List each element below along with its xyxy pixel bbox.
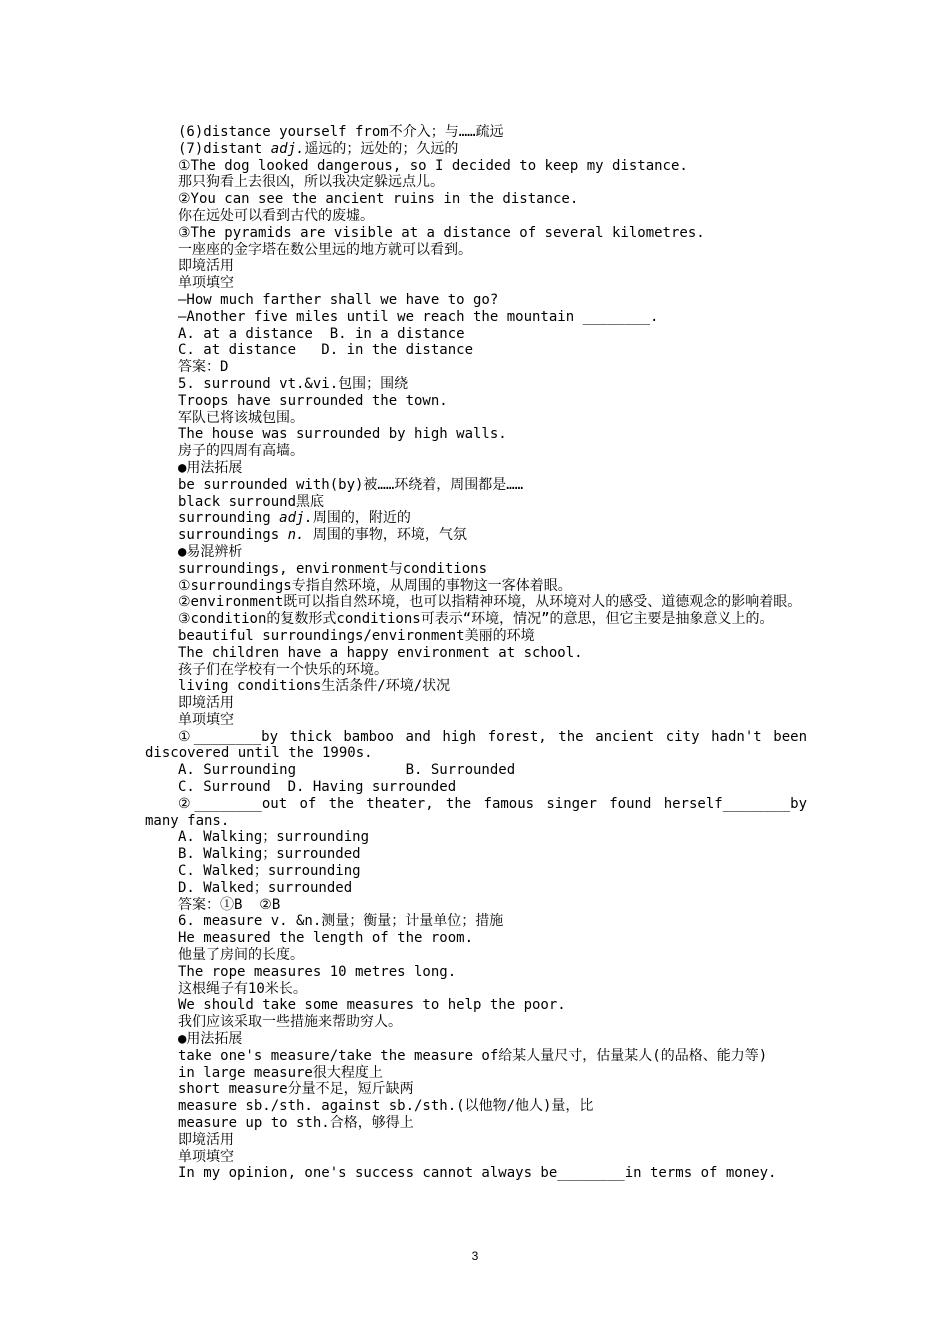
text-line: ①________by thick bamboo and high forest, the ancient city hadn't been discovered until the 1990s. xyxy=(145,728,816,762)
text-line: C. at distance D. in the distance xyxy=(178,342,474,359)
text-line: 我们应该采取一些措施来帮助穷人。 xyxy=(178,1014,402,1031)
text-line: be surrounded with(by)被……环绕着，周围都是…… xyxy=(178,476,524,493)
text-line: ●用法拓展 xyxy=(178,1031,243,1048)
text-line: 他量了房间的长度。 xyxy=(178,947,304,964)
part-of-speech: adj. xyxy=(270,140,305,157)
text-line: ●易混辨析 xyxy=(178,543,243,560)
text-line: 即境活用 xyxy=(178,258,234,275)
line-text: surroundings xyxy=(178,527,288,544)
text-line: 军队已将该城包围。 xyxy=(178,409,304,426)
text-line: ②You can see the ancient ruins in the distance. xyxy=(178,191,579,208)
part-of-speech: adj. xyxy=(279,510,313,527)
line-text: 周围的事物，环境，气氛 xyxy=(304,527,467,544)
text-line: 即境活用 xyxy=(178,1131,234,1148)
text-line: 单项填空 xyxy=(178,1148,234,1165)
text-line: ①The dog looked dangerous, so I decided to keep my distance. xyxy=(178,157,688,174)
text-line: surroundings, environment与conditions xyxy=(178,560,488,577)
text-line: 那只狗看上去很凶，所以我决定躲远点儿。 xyxy=(178,174,444,191)
text-line: A. at a distance B. in a distance xyxy=(178,325,465,342)
text-line: ③The pyramids are visible at a distance of several kilometres. xyxy=(178,224,705,241)
text-line: living conditions生活条件/环境/状况 xyxy=(178,678,451,695)
text-line: (6)distance yourself from不介入；与……疏远 xyxy=(178,124,504,140)
text-line: 单项填空 xyxy=(178,275,234,292)
text-line xyxy=(145,141,807,158)
text-line: black surround黑底 xyxy=(178,493,325,510)
line-text: surrounding xyxy=(178,510,280,527)
text-line: We should take some measures to help the poor. xyxy=(178,997,566,1014)
text-line: 这根绳子有10米长。 xyxy=(178,980,307,997)
text-line: A. Walking；surrounding xyxy=(178,829,370,846)
text-line: 答案：D xyxy=(178,359,229,376)
text-line: ①surroundings专指自然环境，从周围的事物这一客体着眼。 xyxy=(178,577,572,594)
text-line: The house was surrounded by high walls. xyxy=(178,426,507,443)
text-line: 孩子们在学校有一个快乐的环境。 xyxy=(178,661,388,678)
text-line: in large measure很大程度上 xyxy=(178,1064,383,1081)
text-line: Troops have surrounded the town. xyxy=(178,392,448,409)
text-line: ②________out of the theater, the famous singer found herself________by many fans. xyxy=(145,795,816,829)
page-number: 3 xyxy=(471,1249,479,1263)
text-line: 你在远处可以看到古代的废墟。 xyxy=(178,207,374,224)
text-line: The rope measures 10 metres long. xyxy=(178,963,457,980)
text-line: He measured the length of the room. xyxy=(178,930,474,947)
text-line xyxy=(145,527,807,544)
text-line: 即境活用 xyxy=(178,695,234,712)
text-line: 单项填空 xyxy=(178,711,234,728)
text-line: 答案：①B ②B xyxy=(178,896,281,913)
text-line: In my opinion, one's success cannot always be________in terms of money. xyxy=(178,1165,777,1182)
text-line: —How much farther shall we have to go? xyxy=(178,291,499,308)
text-line: D. Walked；surrounded xyxy=(178,879,353,896)
text-line: ②environment既可以指自然环境，也可以指精神环境，从环境对人的感受、道德观念的影响着眼。 xyxy=(178,594,802,611)
text-line: The children have a happy environment at school. xyxy=(178,644,583,661)
text-line: beautiful surroundings/environment美丽的环境 xyxy=(178,627,535,644)
line-text: (7)distant xyxy=(178,140,271,157)
text-line: take one's measure/take the measure of给某人量尺寸，估量某人(的品格、能力等) xyxy=(178,1047,768,1064)
text-line xyxy=(145,510,807,527)
text-line: 6. measure v. &n.测量；衡量；计量单位；措施 xyxy=(178,913,504,930)
text-line: —Another five miles until we reach the mountain ________. xyxy=(178,308,659,325)
text-line: 房子的四周有高墙。 xyxy=(178,443,304,460)
line-text: 周围的，附近的 xyxy=(312,510,411,527)
page-content xyxy=(145,124,816,1182)
text-line: B. Walking；surrounded xyxy=(178,846,361,863)
text-line: ③condition的复数形式conditions可表示“环境，情况”的意思，但它主要是抽象意义上的。 xyxy=(178,611,774,628)
text-line: 5. surround vt.&vi.包围；围绕 xyxy=(178,375,409,392)
text-line: measure sb./sth. against sb./sth.(以他物/他人)量，比 xyxy=(178,1098,594,1115)
text-line: ●用法拓展 xyxy=(178,459,243,476)
text-line: 一座座的金字塔在数公里远的地方就可以看到。 xyxy=(178,241,472,258)
text-line: measure up to sth.合格，够得上 xyxy=(178,1115,414,1132)
text-line: A. Surrounding B. Surrounded xyxy=(178,762,516,779)
text-line: short measure分量不足，短斤缺两 xyxy=(178,1081,414,1098)
part-of-speech: n. xyxy=(287,527,305,544)
text-line: C. Surround D. Having surrounded xyxy=(178,779,457,796)
line-text: 遥远的；远处的；久远的 xyxy=(304,140,459,157)
text-line: C. Walked；surrounding xyxy=(178,863,361,880)
